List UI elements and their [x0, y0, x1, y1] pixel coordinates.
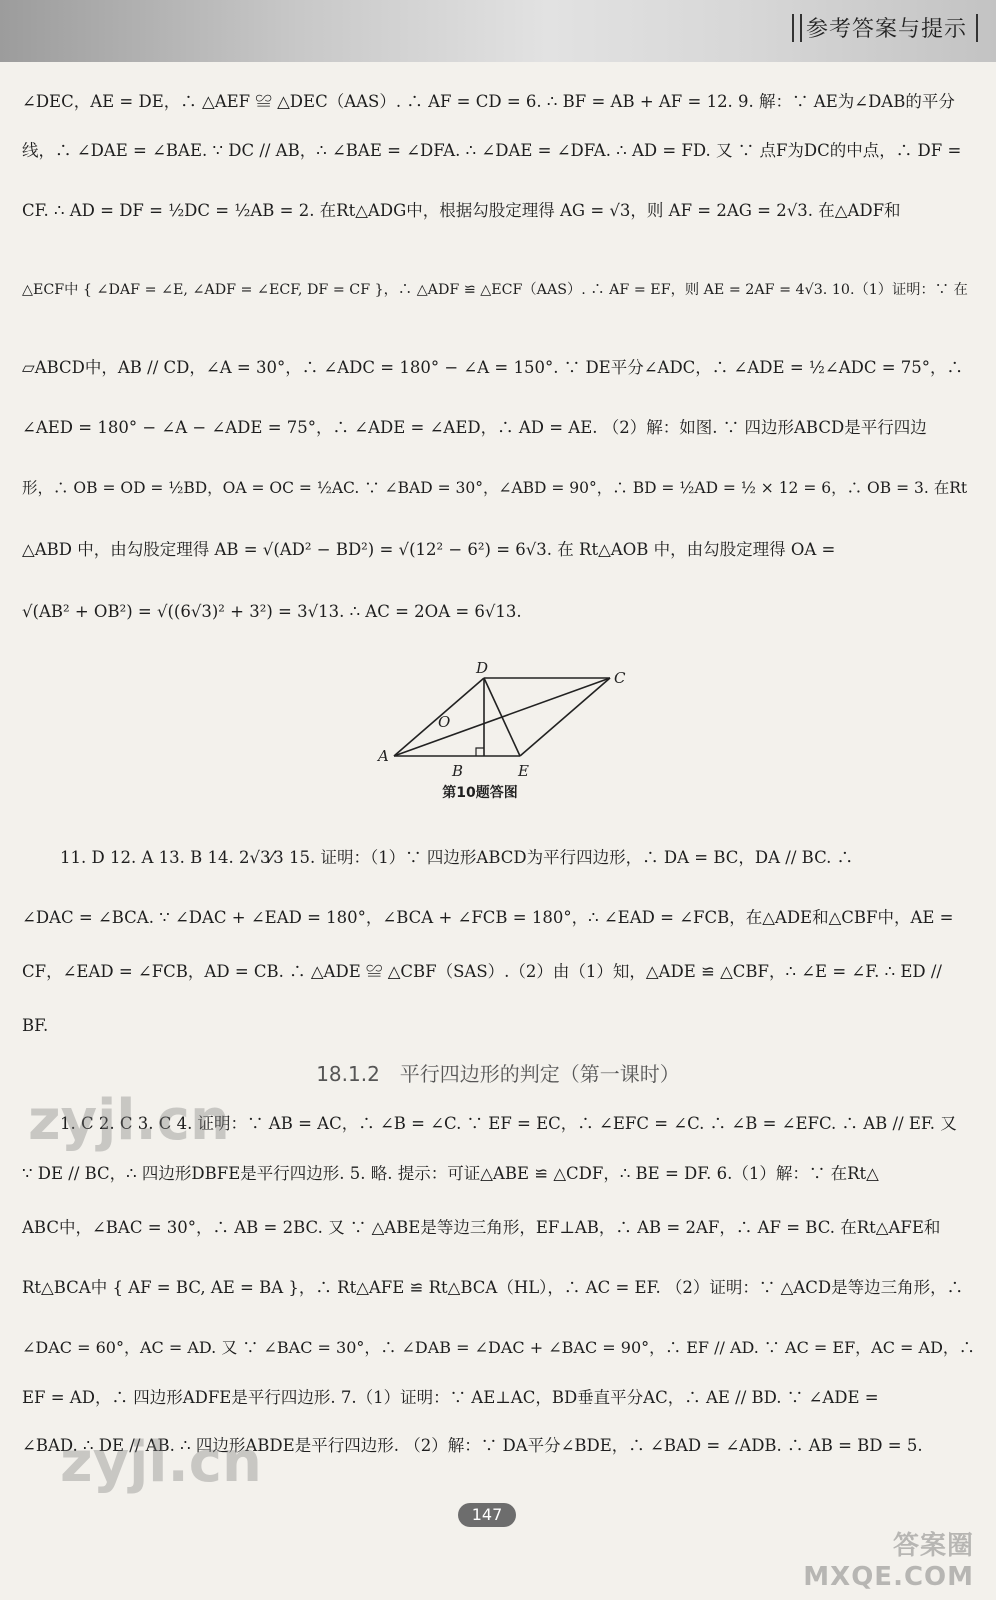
text-line: 1. C 2. C 3. C 4. 证明：∵ AB = AC，∴ ∠B = ∠C. ∵ EF = EC，∴ ∠EFC = ∠C. ∴ ∠B = ∠EFC. ∴ AB // EF. 又 — [60, 1114, 957, 1133]
text-line: ABC中，∠BAC = 30°，∴ AB = 2BC. 又 ∵ △ABE是等边三角形，EF⊥AB，∴ AB = 2AF，∴ AF = BC. 在Rt△AFE和 — [22, 1218, 941, 1237]
text-line: 形，∴ OB = OD = ½BD，OA = OC = ½AC. ∵ ∠BAD = 30°，∠ABD = 90°，∴ BD = ½AD = ½ × 12 = 6，∴ OB = 3. 在Rt — [22, 479, 968, 497]
page-header — [0, 0, 996, 62]
label-o: O — [438, 713, 451, 731]
text-line: 11. D 12. A 13. B 14. 2√3⁄3 15. 证明：（1）∵ 四边形ABCD为平行四边形，∴ DA = BC，DA // BC. ∴ — [60, 848, 854, 867]
text-line: △ABD 中，由勾股定理得 AB = √(AD² − BD²) = √(12² − 6²) = 6√3. 在 Rt△AOB 中，由勾股定理得 OA = — [22, 540, 836, 559]
right-angle-mark — [476, 748, 484, 756]
text-line: ▱ABCD中，AB // CD，∠A = 30°，∴ ∠ADC = 180° − ∠A = 150°. ∵ DE平分∠ADC，∴ ∠ADE = ½∠ADC = 75°，∴ — [22, 358, 964, 377]
watermark-brand: 答案圈 — [892, 1531, 974, 1561]
header-title: 参考答案与提示 — [806, 17, 968, 42]
label-c: C — [614, 669, 626, 687]
section-title: 18.1.2 平行四边形的判定（第一课时） — [316, 1062, 680, 1086]
text-line: ∠DEC，AE = DE，∴ △AEF ≌ △DEC（AAS）. ∴ AF = CD = 6. ∴ BF = AB + AF = 12. 9. 解：∵ AE为∠DAB的平分 — [22, 92, 955, 111]
label-e: E — [518, 762, 529, 780]
label-b: B — [452, 762, 464, 780]
text-line: ∠BAD. ∴ DE // AB. ∴ 四边形ABDE是平行四边形. （2）解：∵ DA平分∠BDE，∴ ∠BAD = ∠ADB. ∴ AB = BD = 5. — [22, 1436, 923, 1455]
watermark-bottom-right — [803, 1525, 974, 1592]
text-line: ∠AED = 180° − ∠A − ∠ADE = 75°，∴ ∠ADE = ∠AED，∴ AD = AE. （2）解：如图. ∵ 四边形ABCD是平行四边 — [22, 418, 927, 437]
text-line: ∠DAC = ∠BCA. ∵ ∠DAC + ∠EAD = 180°，∠BCA + ∠FCB = 180°，∴ ∠EAD = ∠FCB，在△ADE和△CBF中，AE = — [22, 908, 954, 927]
text-line: CF，∠EAD = ∠FCB，AD = CB. ∴ △ADE ≌ △CBF（SAS）.（2）由（1）知，△ADE ≌ △CBF，∴ ∠E = ∠F. ∴ ED // — [22, 962, 942, 981]
text-line: BF. — [22, 1016, 49, 1035]
figure-10-diagram — [372, 660, 632, 784]
text-line: √(AB² + OB²) = √((6√3)² + 3²) = 3√13. ∴ AC = 2OA = 6√13. — [22, 602, 522, 621]
segment-de — [484, 678, 520, 756]
header-divider-right — [976, 14, 978, 42]
watermark-top-left: zyjl.cn — [28, 1088, 230, 1153]
figure-caption: 第10题答图 — [442, 785, 518, 801]
label-d: D — [476, 660, 489, 677]
text-line: 线，∴ ∠DAE = ∠BAE. ∵ DC // AB，∴ ∠BAE = ∠DFA. ∴ ∠DAE = ∠DFA. ∴ AD = FD. 又 ∵ 点F为DC的中点，∴ DF = — [22, 141, 962, 160]
page-number: 147 — [458, 1503, 516, 1527]
parallelogram-diagram — [372, 660, 632, 780]
segment-ce — [520, 678, 610, 756]
header-divider — [792, 14, 802, 42]
text-line: EF = AD，∴ 四边形ADFE是平行四边形. 7.（1）证明：∵ AE⊥AC，BD垂直平分AC，∴ AE // BD. ∵ ∠ADE = — [22, 1388, 879, 1407]
watermark-bottom-left: zyjl.cn — [60, 1430, 262, 1495]
text-line: ∵ DE // BC，∴ 四边形DBFE是平行四边形. 5. 略. 提示：可证△ABE ≌ △CDF，∴ BE = DF. 6.（1）解：∵ 在Rt△ — [22, 1164, 879, 1183]
label-a: A — [378, 747, 389, 765]
text-line: CF. ∴ AD = DF = ½DC = ½AB = 2. 在Rt△ADG中，根据勾股定理得 AG = √3，则 AF = 2AG = 2√3. 在△ADF和 — [22, 201, 901, 220]
text-line: ∠DAC = 60°，AC = AD. 又 ∵ ∠BAC = 30°，∴ ∠DAB = ∠DAC + ∠BAC = 90°，∴ EF // AD. ∵ AC = EF，AC = AD，∴ — [22, 1338, 975, 1357]
watermark-url: MXQE.COM — [803, 1562, 974, 1592]
text-line: Rt△BCA中 { AF = BC, AE = BA }，∴ Rt△AFE ≌ Rt△BCA（HL），∴ AC = EF. （2）证明：∵ △ACD是等边三角形，∴ — [22, 1278, 964, 1297]
text-line: △ECF中 { ∠DAF = ∠E, ∠ADF = ∠ECF, DF = CF }，∴ △ADF ≌ △ECF（AAS）. ∴ AF = EF，则 AE = 2AF = 4√3. 10.（1）证明：∵ 在 — [22, 282, 968, 298]
